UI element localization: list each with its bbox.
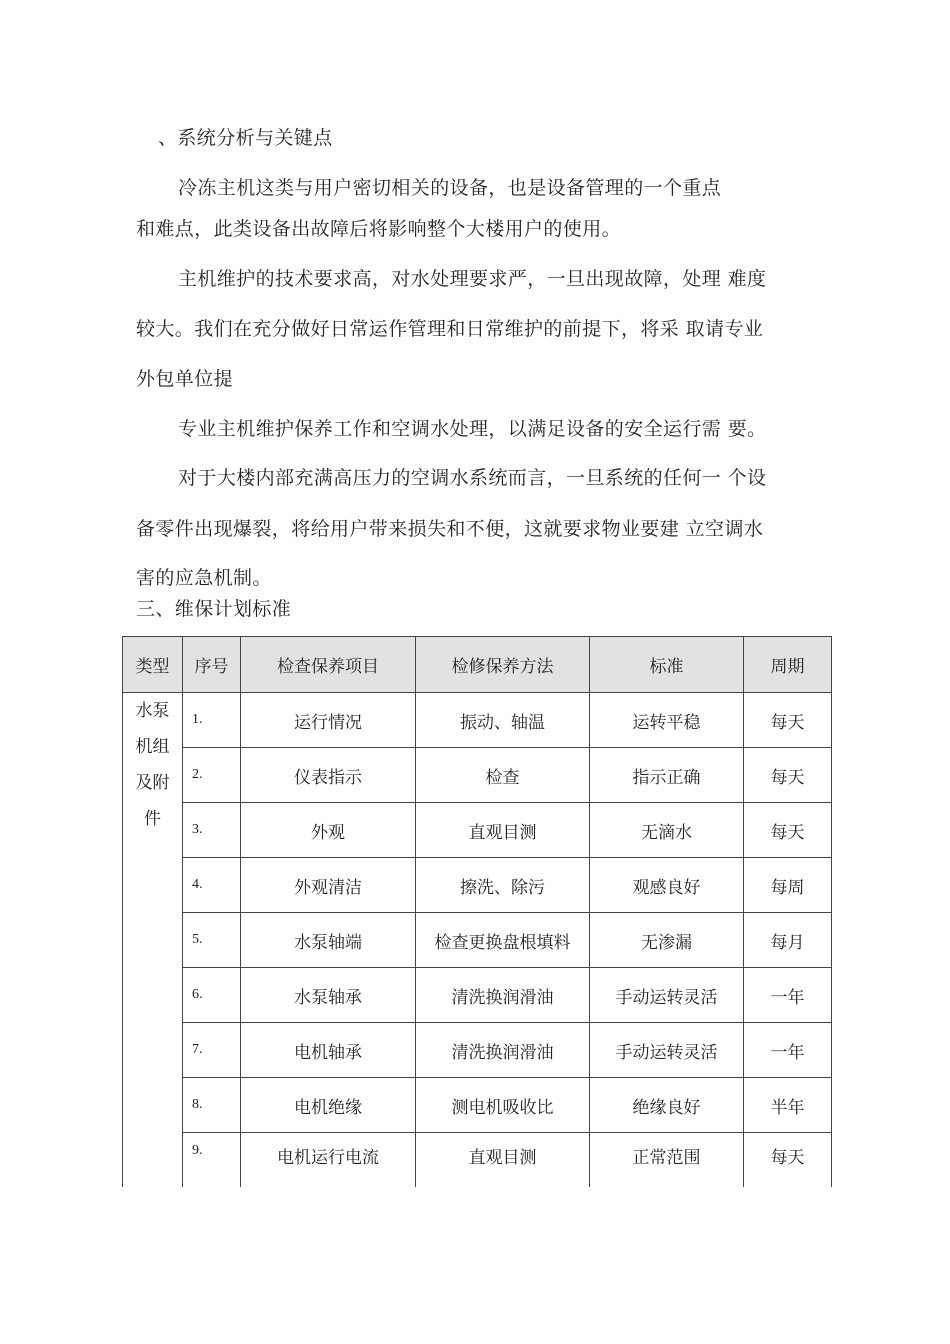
table-row bbox=[123, 748, 832, 803]
paragraph-line: 备零件出现爆裂，将给用户带来损失和不便，这就要求物业要建 立空调水 bbox=[136, 518, 764, 540]
row-method: 擦洗、除污 bbox=[416, 858, 590, 913]
row-standard: 无渗漏 bbox=[590, 913, 744, 968]
paragraph-line: 外包单位提 bbox=[136, 368, 234, 390]
row-cycle: 每天 bbox=[744, 748, 832, 803]
row-cycle: 每天 bbox=[744, 1133, 832, 1188]
row-item: 外观清洁 bbox=[241, 858, 416, 913]
table-row bbox=[123, 1023, 832, 1078]
row-item: 水泵轴承 bbox=[241, 968, 416, 1023]
row-number: 5. bbox=[183, 913, 241, 968]
row-cycle: 每天 bbox=[744, 803, 832, 858]
row-method: 直观目测 bbox=[416, 1133, 590, 1188]
header-type: 类型 bbox=[123, 637, 183, 693]
header-standard: 标准 bbox=[590, 637, 744, 693]
table-row bbox=[123, 1133, 832, 1188]
row-cycle: 每月 bbox=[744, 913, 832, 968]
header-cycle: 周期 bbox=[744, 637, 832, 693]
row-number: 3. bbox=[183, 803, 241, 858]
row-method: 检查更换盘根填料 bbox=[416, 913, 590, 968]
row-number: 6. bbox=[183, 968, 241, 1023]
paragraph-line: 专业主机维护保养工作和空调水处理，以满足设备的安全运行需 要。 bbox=[178, 418, 767, 440]
row-item: 仪表指示 bbox=[241, 748, 416, 803]
row-item: 电机绝缘 bbox=[241, 1078, 416, 1133]
table-header-row bbox=[123, 637, 832, 693]
table-row bbox=[123, 1078, 832, 1133]
row-number: 9. bbox=[183, 1133, 241, 1188]
row-method: 检查 bbox=[416, 748, 590, 803]
table-row bbox=[123, 913, 832, 968]
row-method: 直观目测 bbox=[416, 803, 590, 858]
row-cycle: 一年 bbox=[744, 968, 832, 1023]
row-standard: 绝缘良好 bbox=[590, 1078, 744, 1133]
row-cycle: 每周 bbox=[744, 858, 832, 913]
paragraph-line: 和难点，此类设备出故障后将影响整个大楼用户的使用。 bbox=[136, 218, 622, 240]
row-standard: 正常范围 bbox=[590, 1133, 744, 1188]
table-row bbox=[123, 693, 832, 748]
paragraph-line: 冷冻主机这类与用户密切相关的设备，也是设备管理的一个重点 bbox=[178, 177, 722, 199]
row-cycle: 一年 bbox=[744, 1023, 832, 1078]
row-standard: 指示正确 bbox=[590, 748, 744, 803]
row-method: 清洗换润滑油 bbox=[416, 1023, 590, 1078]
type-label: 水泵机组及附件 bbox=[135, 701, 170, 829]
paragraph-line: 主机维护的技术要求高，对水处理要求严，一旦出现故障，处理 难度 bbox=[178, 268, 767, 290]
maintenance-table bbox=[122, 636, 832, 1187]
table-heading: 三、维保计划标准 bbox=[136, 598, 292, 620]
table-row bbox=[123, 858, 832, 913]
row-item: 电机运行电流 bbox=[241, 1133, 416, 1188]
row-standard: 运转平稳 bbox=[590, 693, 744, 748]
paragraph-line: 较大。我们在充分做好日常运作管理和日常维护的前提下，将采 取请专业 bbox=[136, 318, 764, 340]
row-item: 水泵轴端 bbox=[241, 913, 416, 968]
header-inspection-item: 检查保养项目 bbox=[241, 637, 416, 693]
row-method: 测电机吸收比 bbox=[416, 1078, 590, 1133]
header-number: 序号 bbox=[183, 637, 241, 693]
row-number: 4. bbox=[183, 858, 241, 913]
type-cell bbox=[123, 693, 183, 1188]
row-standard: 无滴水 bbox=[590, 803, 744, 858]
paragraph-line: 害的应急机制。 bbox=[136, 567, 272, 589]
row-number: 1. bbox=[183, 693, 241, 748]
row-standard: 手动运转灵活 bbox=[590, 968, 744, 1023]
row-number: 2. bbox=[183, 748, 241, 803]
row-item: 运行情况 bbox=[241, 693, 416, 748]
row-cycle: 半年 bbox=[744, 1078, 832, 1133]
row-cycle: 每天 bbox=[744, 693, 832, 748]
table-row bbox=[123, 968, 832, 1023]
header-method: 检修保养方法 bbox=[416, 637, 590, 693]
row-item: 电机轴承 bbox=[241, 1023, 416, 1078]
row-item: 外观 bbox=[241, 803, 416, 858]
paragraph-line: 对于大楼内部充满高压力的空调水系统而言，一旦系统的任何一 个设 bbox=[178, 467, 767, 489]
row-standard: 观感良好 bbox=[590, 858, 744, 913]
table-row bbox=[123, 803, 832, 858]
row-method: 清洗换润滑油 bbox=[416, 968, 590, 1023]
section-heading: 、系统分析与关键点 bbox=[158, 127, 333, 149]
row-standard: 手动运转灵活 bbox=[590, 1023, 744, 1078]
row-method: 振动、轴温 bbox=[416, 693, 590, 748]
row-number: 8. bbox=[183, 1078, 241, 1133]
row-number: 7. bbox=[183, 1023, 241, 1078]
